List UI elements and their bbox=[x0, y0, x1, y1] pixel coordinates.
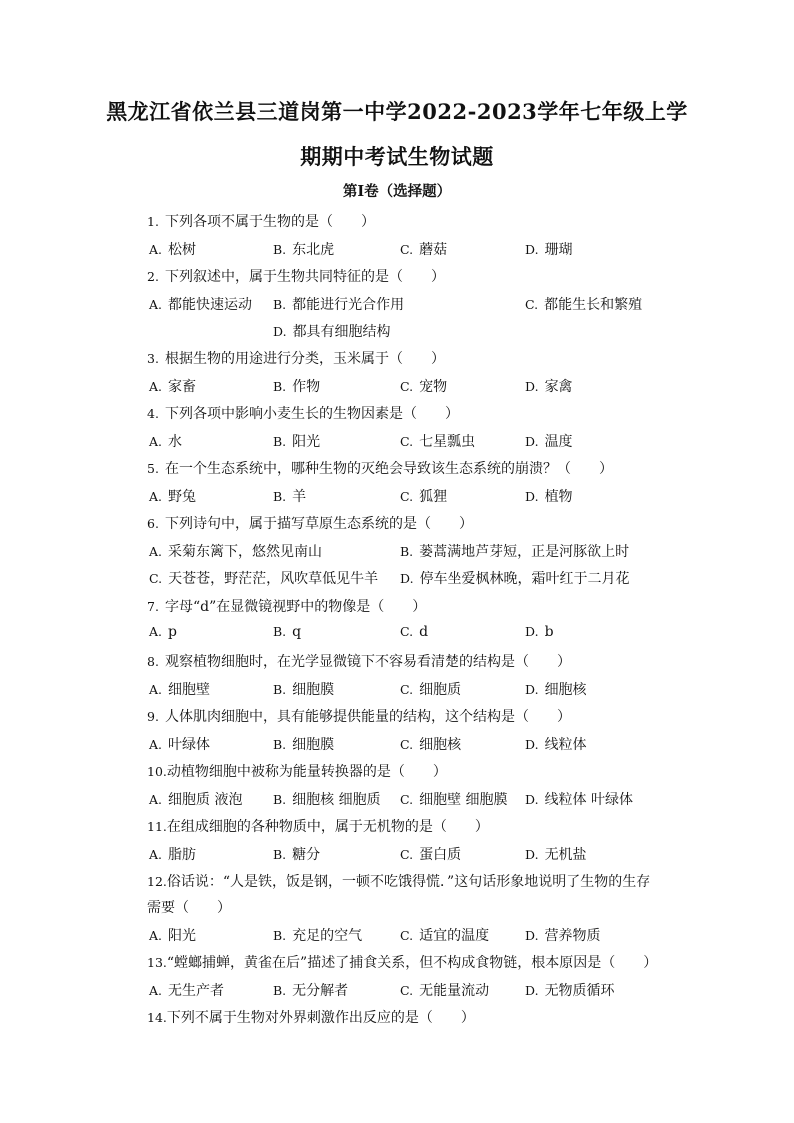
question-7: 7. 字母“d”在显微镜视野中的物像是（ ） bbox=[147, 599, 427, 615]
q9-option-d[interactable]: D. 线粒体 bbox=[525, 737, 587, 753]
question-4: 4. 下列各项中影响小麦生长的生物因素是（ ） bbox=[147, 406, 459, 422]
q13-option-d[interactable]: D. 无物质循环 bbox=[525, 983, 615, 999]
question-6: 6. 下列诗句中，属于描写草原生态系统的是（ ） bbox=[147, 516, 473, 532]
q5-option-d[interactable]: D. 植物 bbox=[525, 489, 573, 505]
question-13: 13.“螳螂捕蝉，黄雀在后”描述了捕食关系，但不构成食物链，根本原因是（ ） bbox=[147, 955, 658, 971]
question-1: 1. 下列各项不属于生物的是（ ） bbox=[147, 214, 375, 230]
q2-option-a[interactable]: A. 都能快速运动 bbox=[149, 297, 253, 313]
q12-option-a[interactable]: A. 阳光 bbox=[149, 928, 197, 944]
q4-option-b[interactable]: B. 阳光 bbox=[273, 434, 321, 450]
q1-option-c[interactable]: C. 蘑菇 bbox=[400, 242, 448, 258]
q13-option-b[interactable]: B. 无分解者 bbox=[273, 983, 349, 999]
question-10: 10.动植物细胞中被称为能量转换器的是（ ） bbox=[147, 764, 447, 780]
question-5: 5. 在一个生态系统中，哪种生物的灭绝会导致该生态系统的崩溃？（ ） bbox=[147, 461, 613, 477]
q1-option-b[interactable]: B. 东北虎 bbox=[273, 242, 335, 258]
q5-option-b[interactable]: B. 羊 bbox=[273, 489, 307, 505]
q2-option-b[interactable]: B. 都能进行光合作用 bbox=[273, 297, 405, 313]
q6-option-b[interactable]: B. 蒌蒿满地芦芽短，正是河豚欲上时 bbox=[400, 544, 630, 560]
q8-option-b[interactable]: B. 细胞膜 bbox=[273, 682, 335, 698]
q12-option-b[interactable]: B. 充足的空气 bbox=[273, 928, 363, 944]
q6-option-a[interactable]: A. 采菊东篱下，悠然见南山 bbox=[149, 544, 323, 560]
q11-option-a[interactable]: A. 脂肪 bbox=[149, 847, 197, 863]
question-12: 12.俗话说：“人是铁，饭是钢，一顿不吃饿得慌．”这句话形象地说明了生物的生存 bbox=[147, 874, 651, 890]
question-14: 14.下列不属于生物对外界刺激作出反应的是（ ） bbox=[147, 1010, 475, 1026]
q13-option-a[interactable]: A. 无生产者 bbox=[149, 983, 225, 999]
q11-option-d[interactable]: D. 无机盐 bbox=[525, 847, 587, 863]
q5-option-a[interactable]: A. 野兔 bbox=[149, 489, 197, 505]
q11-option-c[interactable]: C. 蛋白质 bbox=[400, 847, 462, 863]
question-8: 8. 观察植物细胞时，在光学显微镜下不容易看清楚的结构是（ ） bbox=[147, 654, 571, 670]
q3-option-d[interactable]: D. 家禽 bbox=[525, 379, 573, 395]
q7-option-c[interactable]: C. d bbox=[400, 624, 429, 640]
q3-option-b[interactable]: B. 作物 bbox=[273, 379, 321, 395]
q6-option-c[interactable]: C. 天苍苍，野茫茫，风吹草低见牛羊 bbox=[149, 571, 379, 587]
document-title-line-1: 黑龙江省依兰县三道岗第一中学2022-2023学年七年级上学 bbox=[106, 99, 688, 124]
question-12-continuation: 需要（ ） bbox=[147, 900, 231, 916]
q4-option-c[interactable]: C. 七星瓢虫 bbox=[400, 434, 476, 450]
q3-option-a[interactable]: A. 家畜 bbox=[149, 379, 197, 395]
q7-option-b[interactable]: B. q bbox=[273, 624, 302, 640]
q12-option-d[interactable]: D. 营养物质 bbox=[525, 928, 601, 944]
q7-option-a[interactable]: A. p bbox=[149, 624, 177, 640]
section-heading: 第I卷（选择题） bbox=[342, 183, 452, 200]
q5-option-c[interactable]: C. 狐狸 bbox=[400, 489, 448, 505]
q10-option-b[interactable]: B. 细胞核 细胞质 bbox=[273, 792, 381, 808]
question-3: 3. 根据生物的用途进行分类，玉米属于（ ） bbox=[147, 351, 445, 367]
q11-option-b[interactable]: B. 糖分 bbox=[273, 847, 321, 863]
q7-option-d[interactable]: D. b bbox=[525, 624, 554, 640]
q6-option-d[interactable]: D. 停车坐爱枫林晚，霜叶红于二月花 bbox=[400, 571, 630, 587]
question-9: 9. 人体肌肉细胞中，具有能够提供能量的结构，这个结构是（ ） bbox=[147, 709, 571, 725]
q8-option-a[interactable]: A. 细胞壁 bbox=[149, 682, 211, 698]
q10-option-a[interactable]: A. 细胞质 液泡 bbox=[149, 792, 243, 808]
question-2: 2. 下列叙述中，属于生物共同特征的是（ ） bbox=[147, 269, 445, 285]
q10-option-d[interactable]: D. 线粒体 叶绿体 bbox=[525, 792, 634, 808]
document-title-line-2: 期期中考试生物试题 bbox=[300, 144, 494, 169]
q4-option-d[interactable]: D. 温度 bbox=[525, 434, 573, 450]
q9-option-c[interactable]: C. 细胞核 bbox=[400, 737, 462, 753]
q3-option-c[interactable]: C. 宠物 bbox=[400, 379, 448, 395]
q9-option-b[interactable]: B. 细胞膜 bbox=[273, 737, 335, 753]
q2-option-d[interactable]: D. 都具有细胞结构 bbox=[273, 324, 391, 340]
q4-option-a[interactable]: A. 水 bbox=[149, 434, 183, 450]
q1-option-d[interactable]: D. 珊瑚 bbox=[525, 242, 573, 258]
question-11: 11.在组成细胞的各种物质中，属于无机物的是（ ） bbox=[147, 819, 489, 835]
q10-option-c[interactable]: C. 细胞壁 细胞膜 bbox=[400, 792, 508, 808]
q12-option-c[interactable]: C. 适宜的温度 bbox=[400, 928, 490, 944]
q13-option-c[interactable]: C. 无能量流动 bbox=[400, 983, 490, 999]
q8-option-d[interactable]: D. 细胞核 bbox=[525, 682, 587, 698]
q9-option-a[interactable]: A. 叶绿体 bbox=[149, 737, 211, 753]
q8-option-c[interactable]: C. 细胞质 bbox=[400, 682, 462, 698]
q2-option-c[interactable]: C. 都能生长和繁殖 bbox=[525, 297, 643, 313]
q1-option-a[interactable]: A. 松树 bbox=[149, 242, 197, 258]
